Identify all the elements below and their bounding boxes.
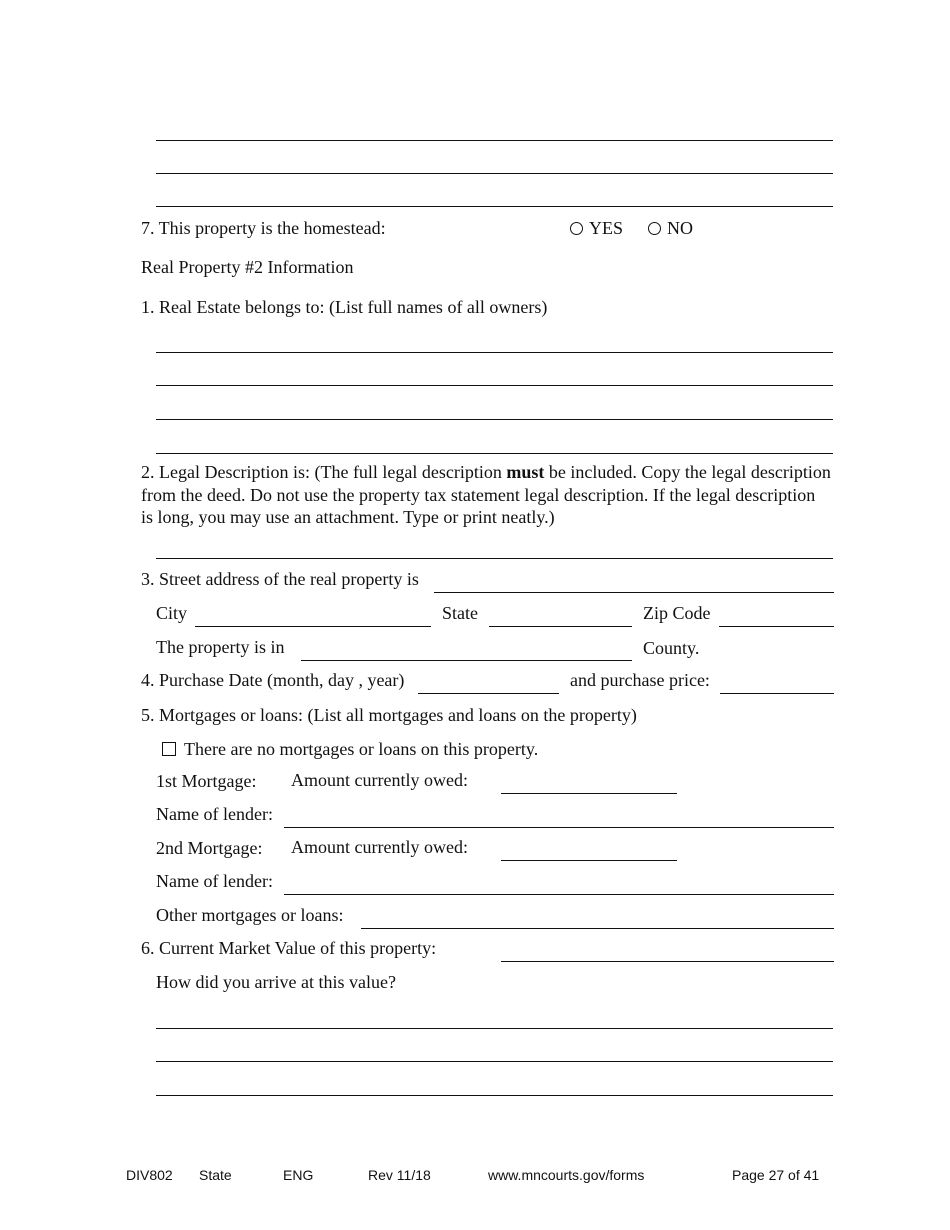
first-lender-line[interactable] bbox=[284, 827, 834, 828]
legal-description-line[interactable] bbox=[156, 558, 833, 559]
no-mortgages-option[interactable] bbox=[162, 739, 538, 759]
section-title: Real Property #2 Information bbox=[141, 257, 354, 277]
first-mortgage-label: 1st Mortgage: bbox=[156, 771, 257, 791]
value-method-line[interactable] bbox=[156, 1028, 833, 1029]
street-address-label: 3. Street address of the real property is bbox=[141, 569, 419, 589]
value-method-label: How did you arrive at this value? bbox=[156, 972, 396, 992]
second-amount-line[interactable] bbox=[501, 860, 677, 861]
homestead-yes-option[interactable] bbox=[570, 218, 623, 238]
first-lender-label: Name of lender: bbox=[156, 804, 273, 824]
footer-state: State bbox=[199, 1167, 232, 1183]
owners-line[interactable] bbox=[156, 352, 833, 353]
legal-description-question bbox=[141, 461, 831, 529]
owners-line[interactable] bbox=[156, 453, 833, 454]
no-mortgages-checkbox[interactable] bbox=[162, 742, 176, 756]
purchase-date-line[interactable] bbox=[418, 693, 559, 694]
county-line[interactable] bbox=[301, 660, 632, 661]
value-method-line[interactable] bbox=[156, 1061, 833, 1062]
legal-text-bold: must bbox=[506, 462, 545, 482]
second-mortgage-label: 2nd Mortgage: bbox=[156, 838, 263, 858]
answer-line[interactable] bbox=[156, 206, 833, 207]
radio-yes[interactable] bbox=[570, 222, 583, 235]
first-amount-label: Amount currently owed: bbox=[291, 770, 468, 790]
no-mortgages-label: There are no mortgages or loans on this property. bbox=[184, 739, 539, 759]
owners-line[interactable] bbox=[156, 385, 833, 386]
radio-no[interactable] bbox=[648, 222, 661, 235]
street-address-line[interactable] bbox=[434, 592, 834, 593]
market-value-label: 6. Current Market Value of this property: bbox=[141, 938, 437, 958]
zip-label: Zip Code bbox=[643, 603, 711, 623]
other-mortgages-label: Other mortgages or loans: bbox=[156, 905, 344, 925]
purchase-price-label: and purchase price: bbox=[570, 670, 710, 690]
mortgages-question: 5. Mortgages or loans: (List all mortgages and loans on the property) bbox=[141, 705, 637, 725]
footer-language: ENG bbox=[283, 1167, 314, 1183]
second-amount-label: Amount currently owed: bbox=[291, 837, 468, 857]
footer-url[interactable]: www.mncourts.gov/forms bbox=[488, 1167, 645, 1183]
county-label: County. bbox=[643, 638, 700, 658]
legal-text-2: be included. Copy the legal description from the deed. Do not use the property tax statement legal description. If the legal description is long, you may use an attachment. Type or print neatly.) bbox=[141, 462, 831, 527]
city-line[interactable] bbox=[195, 626, 431, 627]
footer-page-number: Page 27 of 41 bbox=[732, 1167, 820, 1183]
market-value-line[interactable] bbox=[501, 961, 834, 962]
zip-line[interactable] bbox=[719, 626, 834, 627]
no-label: NO bbox=[667, 218, 693, 238]
owners-line[interactable] bbox=[156, 419, 833, 420]
footer-revision: Rev 11/18 bbox=[368, 1167, 431, 1183]
second-lender-line[interactable] bbox=[284, 894, 834, 895]
homestead-no-option[interactable] bbox=[648, 218, 693, 238]
city-label: City bbox=[156, 603, 188, 623]
purchase-date-label: 4. Purchase Date (month, day , year) bbox=[141, 670, 405, 690]
state-line[interactable] bbox=[489, 626, 632, 627]
owners-question: 1. Real Estate belongs to: (List full names of all owners) bbox=[141, 297, 548, 317]
yes-label: YES bbox=[589, 218, 624, 238]
footer-form-id: DIV802 bbox=[126, 1167, 173, 1183]
state-label: State bbox=[442, 603, 478, 623]
second-lender-label: Name of lender: bbox=[156, 871, 273, 891]
purchase-price-line[interactable] bbox=[720, 693, 834, 694]
other-mortgages-line[interactable] bbox=[361, 928, 834, 929]
first-amount-line[interactable] bbox=[501, 793, 677, 794]
answer-line[interactable] bbox=[156, 140, 833, 141]
homestead-question: 7. This property is the homestead: bbox=[141, 218, 386, 238]
county-prefix-label: The property is in bbox=[156, 637, 285, 657]
value-method-line[interactable] bbox=[156, 1095, 833, 1096]
answer-line[interactable] bbox=[156, 173, 833, 174]
legal-text-1: 2. Legal Description is: (The full legal description bbox=[141, 462, 507, 482]
